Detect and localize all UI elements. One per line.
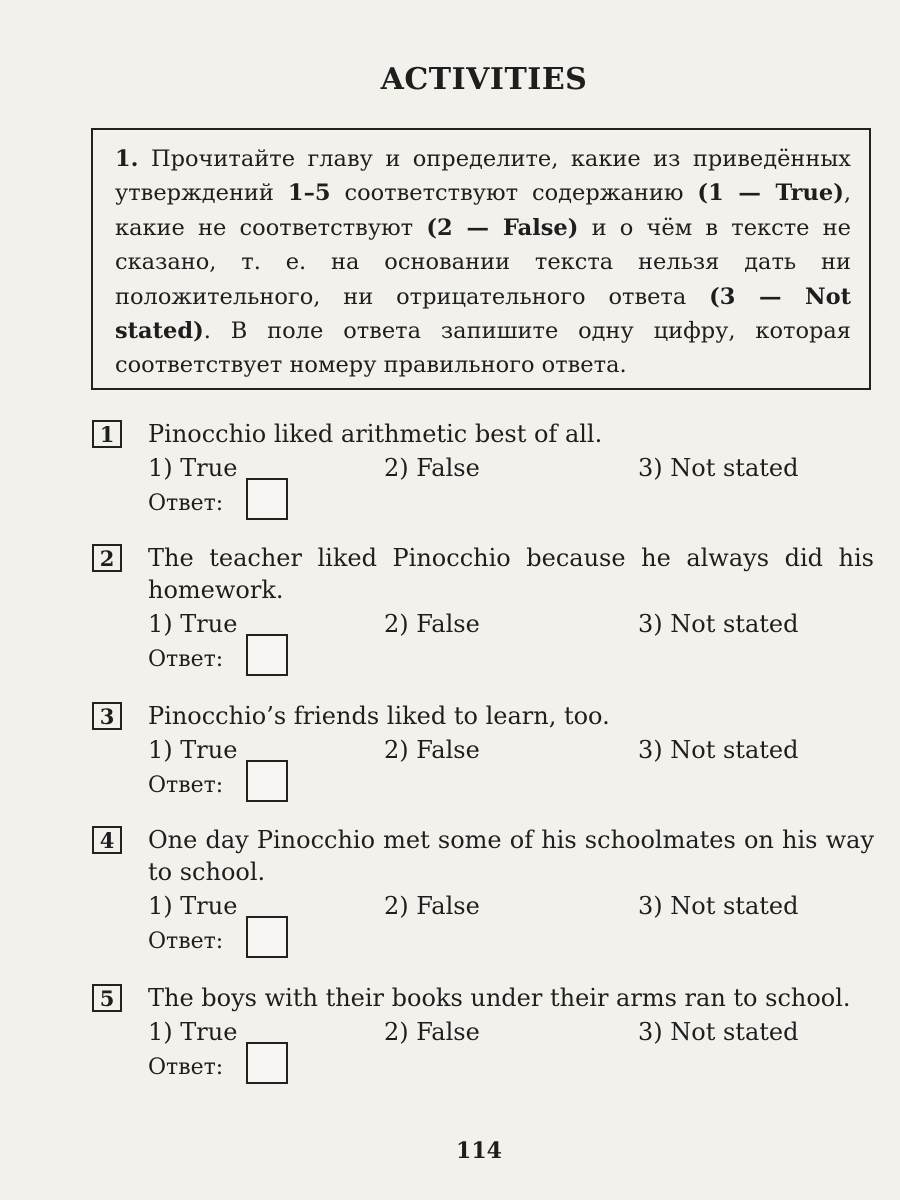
answer-box[interactable]	[246, 478, 288, 520]
option-false: 2) False	[384, 610, 480, 638]
question-4	[92, 824, 874, 966]
page-heading: ACTIVITIES	[380, 62, 588, 97]
answer-row	[92, 488, 874, 528]
option-not-stated: 3) Not stated	[638, 736, 799, 764]
answer-row	[92, 770, 874, 810]
answer-row	[92, 1052, 874, 1092]
question-text: One day Pinocchio met some of his schoolmates on his way to school.	[148, 826, 874, 886]
instruction-part: (2 — False)	[426, 214, 579, 241]
option-true: 1) True	[148, 454, 238, 482]
option-true: 1) True	[148, 736, 238, 764]
answer-options	[92, 1016, 874, 1052]
answer-box[interactable]	[246, 634, 288, 676]
answer-box[interactable]	[246, 1042, 288, 1084]
answer-label: Ответ:	[148, 491, 224, 516]
option-not-stated: 3) Not stated	[638, 892, 799, 920]
question-text: Pinocchio’s friends liked to learn, too.	[148, 702, 610, 730]
option-true: 1) True	[148, 610, 238, 638]
option-true: 1) True	[148, 892, 238, 920]
instruction-part: . В поле ответа запишите одну цифру, которая соответствует номеру правильного ответа.	[115, 318, 851, 379]
instruction-part: (3 — Not stated)	[115, 283, 852, 345]
instruction-number: 1.	[115, 146, 139, 172]
option-false: 2) False	[384, 736, 480, 764]
answer-box[interactable]	[246, 916, 288, 958]
instruction-part: , какие не соответствуют	[115, 180, 851, 241]
option-false: 2) False	[384, 892, 480, 920]
instruction-part: (1 — True)	[697, 180, 844, 207]
answer-options	[92, 452, 874, 488]
question-text: The teacher liked Pinocchio because he always did his homework.	[148, 544, 874, 604]
question-number-box: 2	[92, 544, 122, 572]
option-not-stated: 3) Not stated	[638, 610, 799, 638]
option-false: 2) False	[384, 1018, 480, 1046]
answer-label: Ответ:	[148, 773, 224, 798]
page-number: 114	[456, 1138, 502, 1164]
answer-options	[92, 890, 874, 926]
instruction-box	[91, 128, 871, 390]
instruction-part: Прочитайте главу и определите, какие из приведённых утверждений	[115, 146, 851, 207]
option-not-stated: 3) Not stated	[638, 454, 799, 482]
answer-row	[92, 926, 874, 966]
instruction-text	[115, 142, 851, 383]
answer-box[interactable]	[246, 760, 288, 802]
option-false: 2) False	[384, 454, 480, 482]
question-text: Pinocchio liked arithmetic best of all.	[148, 420, 603, 448]
option-true: 1) True	[148, 1018, 238, 1046]
answer-options	[92, 734, 874, 770]
answer-options	[92, 608, 874, 644]
question-text: The boys with their books under their arms ran to school.	[148, 984, 851, 1012]
instruction-part: и о чём в тексте не сказано, т. е. на основании текста нельзя дать ни положительного, ни отрицательного ответа	[115, 214, 851, 310]
question-number-box: 3	[92, 702, 122, 730]
question-number-box: 5	[92, 984, 122, 1012]
answer-label: Ответ:	[148, 929, 224, 954]
answer-row	[92, 644, 874, 684]
answer-label: Ответ:	[148, 1055, 224, 1080]
option-not-stated: 3) Not stated	[638, 1018, 799, 1046]
question-3	[92, 700, 874, 810]
instruction-part: 1–5	[287, 180, 331, 207]
question-number-box: 4	[92, 826, 122, 854]
question-2	[92, 542, 874, 684]
question-5	[92, 982, 874, 1092]
answer-label: Ответ:	[148, 647, 224, 672]
instruction-part: соответствуют содержанию	[330, 180, 698, 207]
question-1	[92, 418, 874, 528]
question-number-box: 1	[92, 420, 122, 448]
